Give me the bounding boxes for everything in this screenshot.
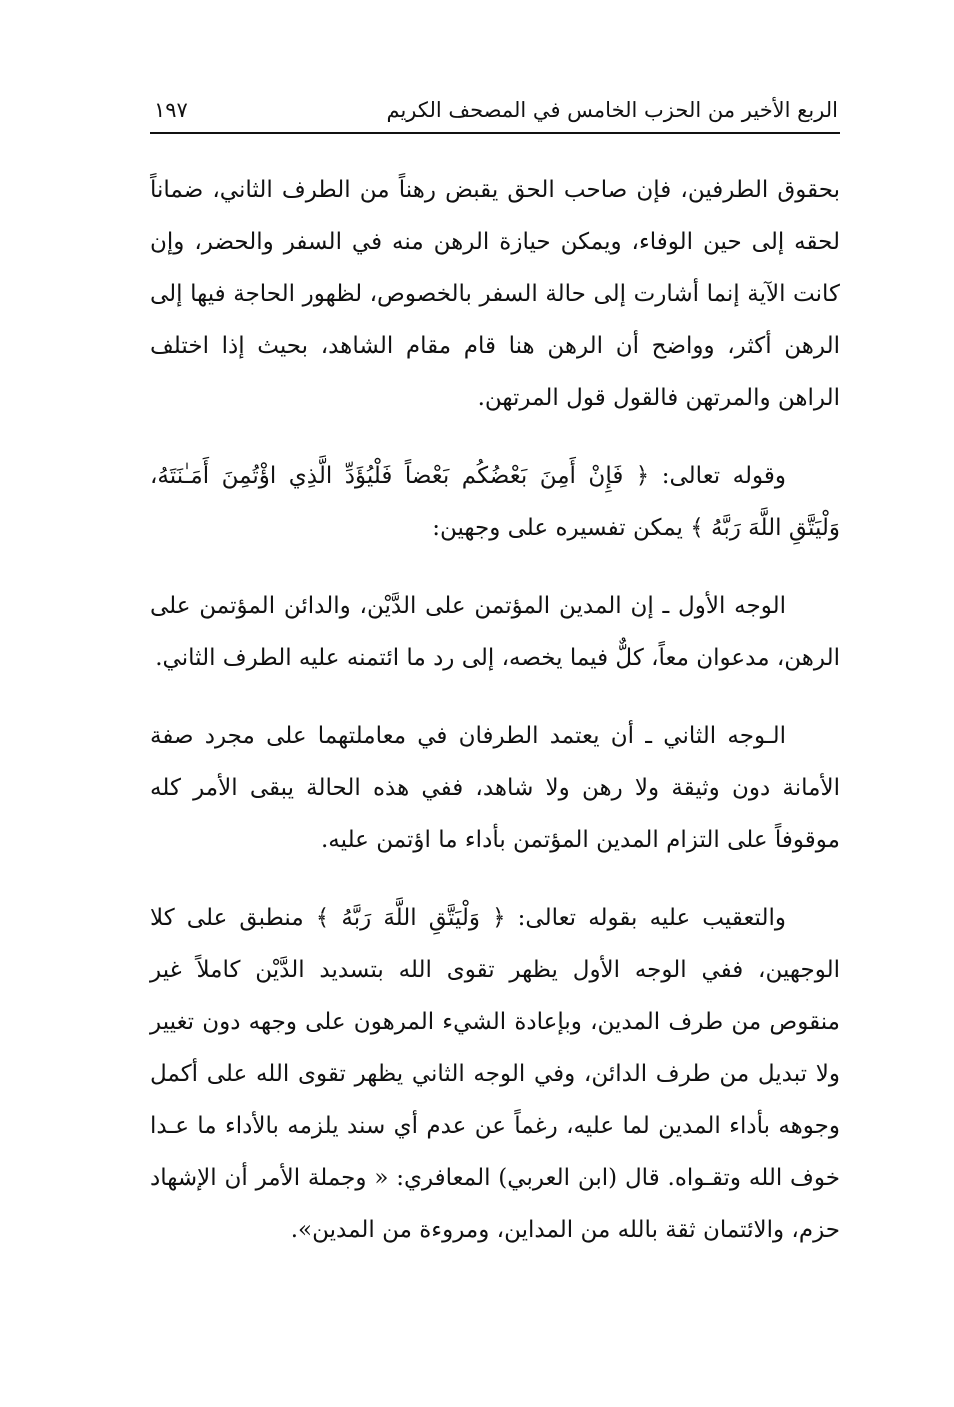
paragraph-rahn-continuation: بحقوق الطرفين، فإن صاحب الحق يقبض رهناً من الطرف الثاني، ضماناً لحقه إلى حين الوفاء، ويمكن حيازة الرهن منه في السفر والحضر، وإن كانت الآية إنما أشارت إلى حالة السفر بالخصوص، لظهور الحاجة فيها إلى الرهن أكثر، وواضح أن الرهن هنا قام مقام الشاهد، بحيث إذا اختلف الراهن والمرتهن فالقول قول المرتهن. — [150, 177, 840, 411]
paragraph-verse-quote: وقوله تعالى: ﴿ فَإِنْ أَمِنَ بَعْضُكُم بَعْضاً فَلْيُؤَدِّ الَّذِي اؤْتُمِنَ أَمَـٰنَتَهُ، وَلْيَتَّقِ اللَّهَ رَبَّهُ ﴾ يمكن تفسيره على وجهين: — [150, 463, 840, 541]
book-page — [150, 92, 840, 1312]
paragraph-first-aspect: الوجه الأول ـ إن المدين المؤتمن على الدَّيْن، والدائن المؤتمن على الرهن، مدعوان معاً، كلٌّ فيما يخصه، إلى رد ما ائتمنه عليه الطرف الثاني. — [150, 593, 840, 671]
body-text — [150, 164, 840, 1256]
running-header — [150, 92, 840, 134]
paragraph-commentary: والتعقيب عليه بقوله تعالى: ﴿ وَلْيَتَّقِ اللَّهَ رَبَّهُ ﴾ منطبق على كلا الوجهين، ففي الوجه الأول يظهر تقوى الله بتسديد الدَّيْن كاملاً غير منقوص من طرف المدين، وبإعادة الشيء المرهون على وجهه دون تغيير ولا تبديل من طرف الدائن، وفي الوجه الثاني يظهر تقوى الله على أكمل وجوهه بأداء المدين لما عليه، رغماً عن عدم أي سند يلزمه بالأداء ما عـدا خوف الله وتقـواه. قال (ابن العربي) المعافري: « وجملة الأمر أن الإشهاد حزم، والائتمان ثقة بالله من المداين، ومروءة من المدين». — [150, 905, 840, 1243]
running-title: الربع الأخير من الحزب الخامس في المصحف الكريم — [386, 98, 838, 122]
page-number: ١٩٧ — [154, 98, 188, 122]
paragraph-second-aspect: الـوجه الثاني ـ أن يعتمد الطرفان في معاملتهما على مجرد صفة الأمانة دون وثيقة ولا رهن ولا شاهد، ففي هذه الحالة يبقى الأمر كله موقوفاً على التزام المدين المؤتمن بأداء ما اؤتمن عليه. — [150, 723, 840, 853]
